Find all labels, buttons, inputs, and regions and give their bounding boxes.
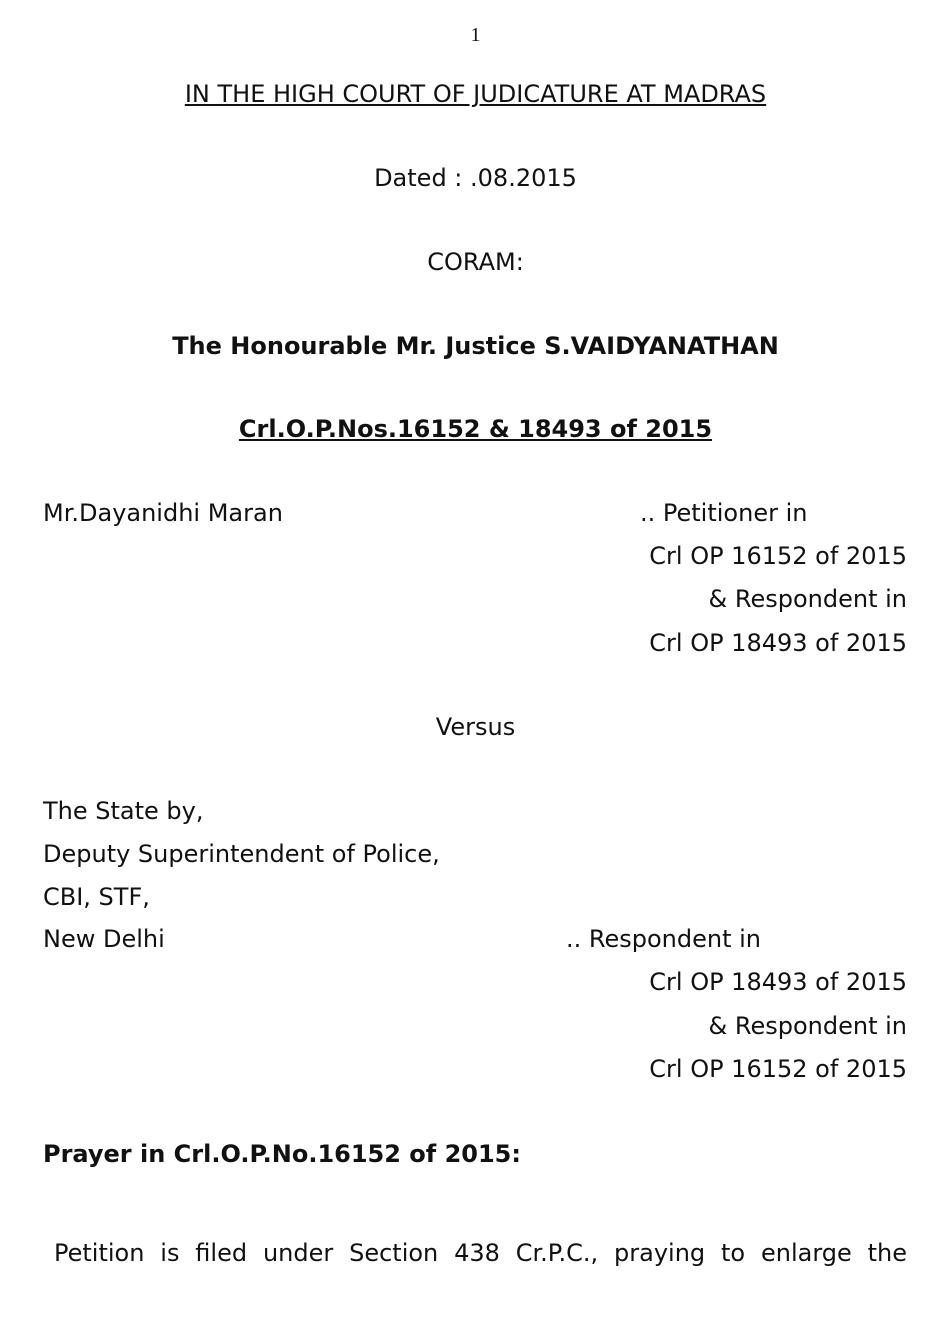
respondent-role-line-2: Crl OP 18493 of 2015 bbox=[649, 968, 907, 996]
case-numbers-heading: Crl.O.P.Nos.16152 & 18493 of 2015 bbox=[238, 415, 713, 443]
respondent-address-line-2: Deputy Superintendent of Police, bbox=[43, 840, 440, 868]
respondent-address-line-4: New Delhi bbox=[43, 925, 165, 953]
petitioner-name: Mr.Dayanidhi Maran bbox=[43, 499, 283, 527]
judge-name: The Honourable Mr. Justice S.VAIDYANATHAN bbox=[172, 332, 779, 360]
respondent-role-line-3: & Respondent in bbox=[708, 1012, 907, 1040]
prayer-heading: Prayer in Crl.O.P.No.16152 of 2015: bbox=[43, 1140, 521, 1168]
dated-line: Dated : .08.2015 bbox=[374, 164, 577, 192]
page-number: 1 bbox=[470, 24, 481, 46]
petitioner-role-line-4: Crl OP 18493 of 2015 bbox=[649, 629, 907, 657]
respondent-role-line-4: Crl OP 16152 of 2015 bbox=[649, 1055, 907, 1083]
petitioner-role-line-2: Crl OP 16152 of 2015 bbox=[649, 542, 907, 570]
prayer-text: Petition is filed under Section 438 Cr.P.C., praying to enlarge the bbox=[54, 1239, 907, 1267]
coram-label: CORAM: bbox=[427, 248, 524, 276]
respondent-address-line-3: CBI, STF, bbox=[43, 883, 150, 911]
court-title: IN THE HIGH COURT OF JUDICATURE AT MADRAS bbox=[184, 80, 767, 108]
respondent-role-line-1: .. Respondent in bbox=[566, 925, 762, 953]
respondent-address-line-1: The State by, bbox=[43, 797, 204, 825]
versus-label: Versus bbox=[435, 713, 516, 741]
petitioner-role-line-1: .. Petitioner in bbox=[640, 499, 808, 527]
petitioner-role-line-3: & Respondent in bbox=[708, 585, 907, 613]
